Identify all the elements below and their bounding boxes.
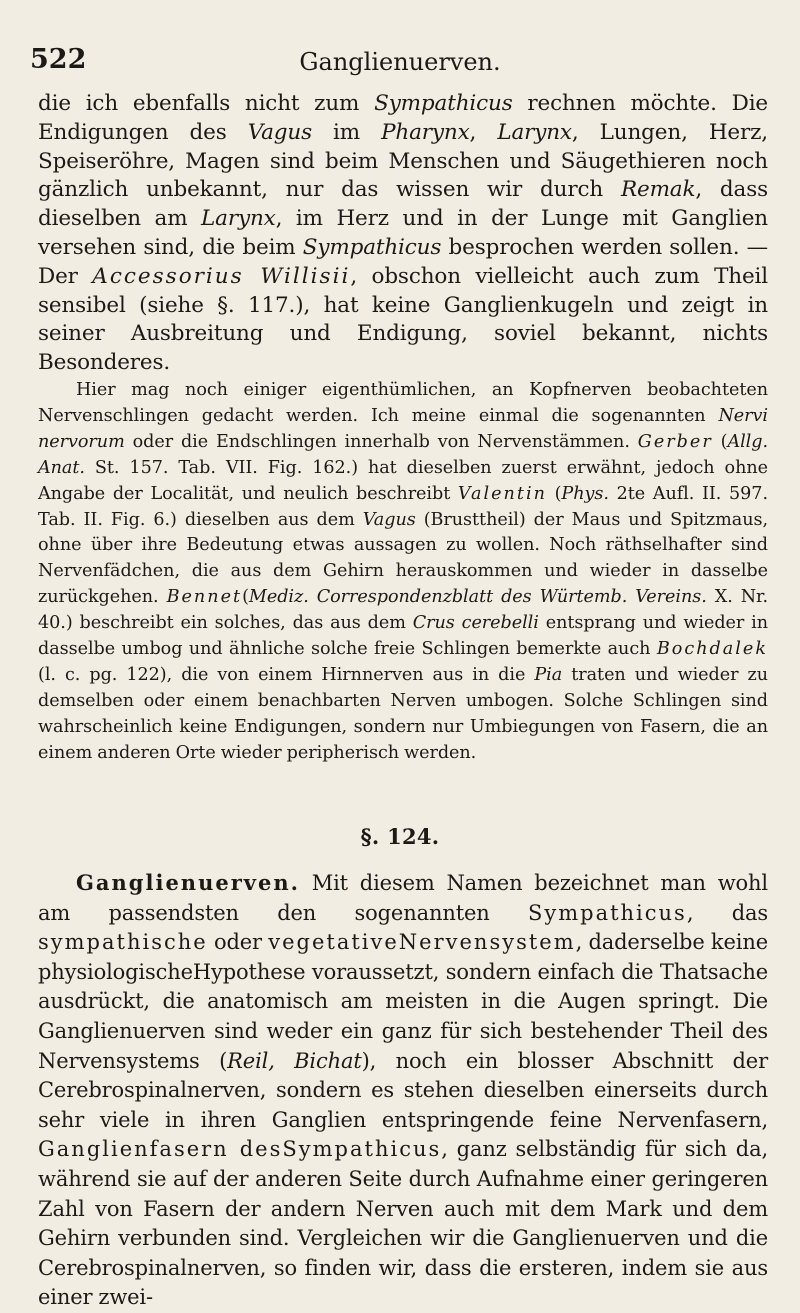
page-header: [30, 44, 770, 84]
paragraph-vagus-endings: [38, 90, 768, 378]
paragraph-ganglion-nerves: [38, 868, 768, 1313]
running-title: Ganglienuerven.: [299, 48, 501, 76]
paragraph-1-text: die ich ebenfalls nicht zum Sympathicus rechnen möchte. Die Endigungen des Vagus im Pharynx, Larynx, Lungen, Herz, Speiseröhre, Magen sind beim Menschen und Säugethieren noch gänzlich unbekannt, nur das wissen wir durch Remak, dass dieselben am Larynx, im Herz und in der Lunge mit Ganglien versehen sind, die beim Sympathicus besprochen werden sollen. — Der Accessorius Willisii, obschon vielleicht auch zum Theil sensibel (siehe §. 117.), hat keine Ganglienkugeln und zeigt in seiner Ausbreitung und Endigung, soviel bekannt, nichts Besonderes.: [38, 91, 768, 376]
paragraph-3-text: Ganglienuerven. Mit diesem Namen bezeichnet man wohl am passendsten den sogenannten Sympathicus, das sympathische oder vegetativeNervensystem, daderselbe keine physiologischeHypothese voraussetzt, sondern einfach die Thatsache ausdrückt, die anatomisch am meisten in die Augen springt. Die Ganglienuerven sind weder ein ganz für sich bestehender Theil des Nervensystems (Reil, Bichat), noch ein blosser Abschnitt der Cerebrospinalnerven, sondern es stehen dieselben einerseits durch sehr viele in ihren Ganglien entspringende feine Nervenfasern, Ganglienfasern desSympathicus, ganz selbständig für sich da, während sie auf der anderen Seite durch Aufnahme einer geringeren Zahl von Fasern der andern Nerven auch mit dem Mark und dem Gehirn verbunden sind. Vergleichen wir die Ganglienuerven und die Cerebrospinalnerven, so finden wir, dass die ersteren, indem sie aus einer zwei-: [38, 870, 768, 1310]
small-print-note-nerve-loops: [38, 378, 768, 767]
page-number: 522: [30, 44, 87, 75]
section-heading: §. 124.: [360, 824, 440, 849]
paragraph-2-text: Hier mag noch einiger eigenthümlichen, an Kopfnerven beobachteten Nervenschlingen gedacht werden. Ich meine einmal die sogenannten Nervi nervorum oder die Endschlingen innerhalb von Nervenstämmen. Gerber (Allg. Anat. St. 157. Tab. VII. Fig. 162.) hat dieselben zuerst erwähnt, jedoch ohne Angabe der Localität, und neulich beschreibt Valentin (Phys. 2te Aufl. II. 597. Tab. II. Fig. 6.) dieselben aus dem Vagus (Brusttheil) der Maus und Spitzmaus, ohne über ihre Bedeutung etwas aussagen zu wollen. Noch räthselhafter sind Nervenfädchen, die aus dem Gehirn herauskommen und wieder in dasselbe zurückgehen. Bennet(Mediz. Correspondenzblatt des Würtemb. Vereins. X. Nr. 40.) beschreibt ein solches, das aus dem Crus cerebelli entsprang und wieder in dasselbe umbog und ähnliche solche freie Schlingen bemerkte auch Bochdalek (l. c. pg. 122), die von einem Hirnnerven aus in die Pia traten und wieder zu demselben oder einem benachbarten Nerven umbogen. Solche Schlingen sind wahrscheinlich keine Endigungen, sondern nur Umbiegungen von Fasern, die an einem anderen Orte wieder peripherisch werden.: [38, 380, 769, 763]
